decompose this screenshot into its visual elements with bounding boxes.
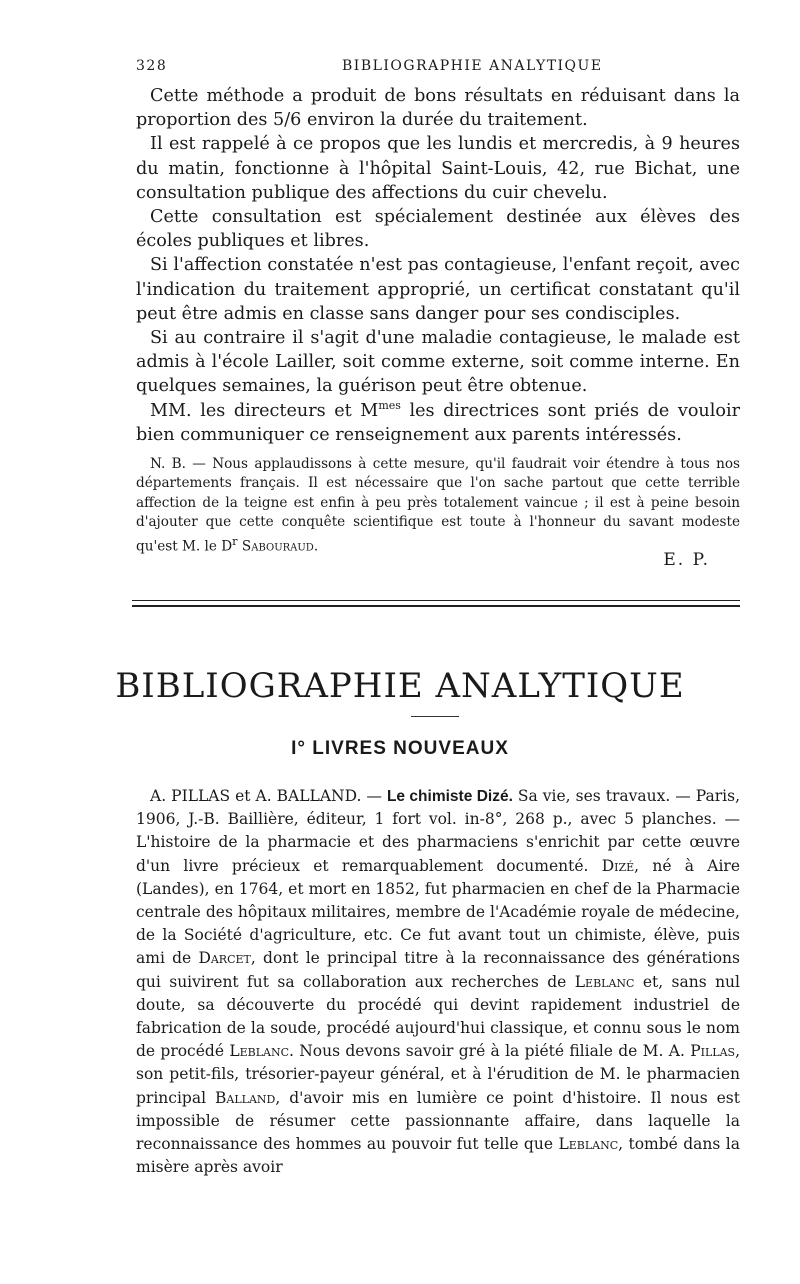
running-head xyxy=(136,58,740,80)
paragraph: Cette méthode a produit de bons résultats en réduisant dans la proportion des 5/6 environ la durée du traitement. xyxy=(136,86,740,131)
paragraph: Si l'affection constatée n'est pas contagieuse, l'enfant reçoit, avec l'indication du traitement approprié, un certificat constatant qu'il peut être admis en classe sans danger pour ses condisciples. xyxy=(136,255,740,324)
paragraph: Il est rappelé à ce propos que les lundis et mercredis, à 9 heures du matin, fonctionne à l'hôpital Saint-Louis, 42, rue Bichat, une consultation publique des affections du cuir chevelu. xyxy=(136,134,740,203)
body-text xyxy=(136,84,740,447)
subsection-title: I° LIVRES NOUVEAUX xyxy=(291,738,509,759)
running-title: BIBLIOGRAPHIE ANALYTIQUE xyxy=(342,58,603,74)
signature: E. P. xyxy=(663,550,710,570)
page-number: 328 xyxy=(136,58,168,74)
paragraph-last: MM. les directeurs et $M^{mes}$ les directrices sont priés de vouloir bien communiquer ce renseignement aux parents intéressés. xyxy=(136,398,740,445)
author-name: Sabouraud xyxy=(241,538,314,555)
paragraph: Si au contraire il s'agit d'une maladie contagieuse, le malade est admis à l'école Lailler, soit comme externe, soit comme interne. En quelques semaines, la guérison peut être obtenue. xyxy=(136,328,740,397)
paragraph: Cette consultation est spécialement destinée aux élèves des écoles publiques et libres. xyxy=(136,207,740,252)
review-authors: A. PILLAS et A. BALLAND. xyxy=(150,787,362,805)
book-title: Le chimiste Dizé. xyxy=(386,788,513,805)
book-review: A. PILLAS et A. BALLAND. — Le chimiste Dizé. Sa vie, ses travaux. — Paris, 1906, J.-B. Baillière, éditeur, 1 fort vol. in-8°, 268 p., avec 5 planches. — L'histoire de la pharmacie et des pharmaciens s'enrichit par cette œuvre d'un livre précieux et remarquablement documenté. Dizé, né à Aire (Landes), en 1764, et mort en 1852, fut pharmacien en chef de la Pharmacie centrale des hôpitaux militaires, membre de l'Académie royale de médecine, de la Société d'agriculture, etc. Ce fut avant tout un chimiste, élève, puis ami de Darcet, dont le principal titre à la reconnaissance des générations qui suivirent fut sa collaboration aux recherches de Leblanc et, sans nul doute, sa découverte du procédé qui devint rapidement industriel de fabrication de la soude, procédé aujourd'hui classique, et connu sous le nom de procédé Leblanc. Nous devons savoir gré à la piété filiale de M. A. Pillas, son petit-fils, trésorier-payeur général, et à l'érudition de M. le pharmacien principal Balland, d'avoir mis en lumière ce point d'histoire. Il nous est impossible de résumer cette passionnante affaire, dans laquelle la reconnaissance des hommes au pouvoir fut telle que Leblanc, tombé dans la misère après avoir xyxy=(136,787,741,1177)
divider-rule xyxy=(132,605,740,607)
title-underline xyxy=(411,716,459,717)
divider-rule xyxy=(132,600,740,601)
section-title: BIBLIOGRAPHIE ANALYTIQUE xyxy=(115,666,685,706)
editor-note: N. B. — Nous applaudissons à cette mesure, qu'il faudrait voir étendre à tous nos départements français. Il est nécessaire que l'on sache partout que cette terrible affection de la teigne est enfin à peu près totalement vaincue ; il est à peine besoin d'ajouter que cette conquête scientifique est toute à l'honneur du savant modeste qu'est M. le $D^r$ Sabouraud. xyxy=(136,456,740,555)
